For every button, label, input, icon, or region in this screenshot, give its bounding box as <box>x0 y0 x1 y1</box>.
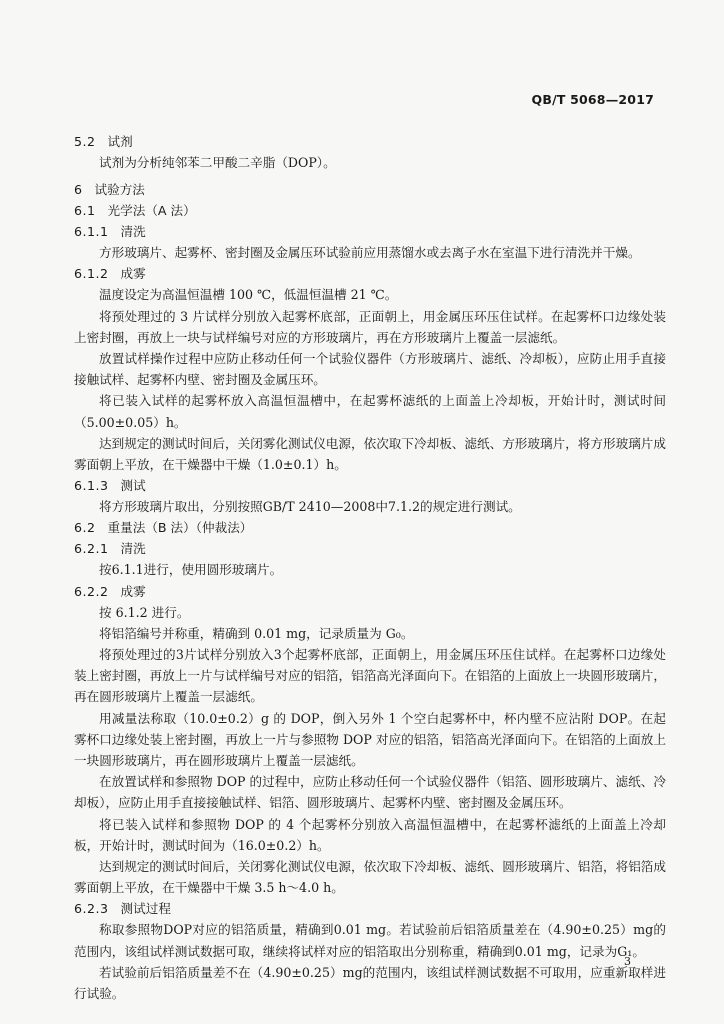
standard-code-header: QB/T 5068—2017 <box>531 92 654 107</box>
paragraph: 达到规定的测试时间后，关闭雾化测试仪电源，依次取下冷却板、滤纸、方形玻璃片，将方形玻璃片成雾面朝上平放，在干燥器中干燥（1.0±0.1）h。 <box>74 435 666 473</box>
section-heading <box>74 221 666 242</box>
section-heading <box>74 200 666 221</box>
section-title: 测试 <box>120 478 146 494</box>
section-number: 6.1.3 <box>74 478 109 494</box>
section-heading <box>74 538 666 559</box>
section-number: 6.1.1 <box>74 224 109 240</box>
paragraph: 试剂为分析纯邻苯二甲酸二辛脂（DOP）。 <box>99 155 336 170</box>
paragraph: 温度设定为高温恒温槽 100 ℃，低温恒温槽 21 ℃。 <box>99 287 398 303</box>
paragraph: 方形玻璃片、起雾杯、密封圈及金属压环试验前应用蒸馏水或去离子水在室温下进行清洗并干燥。 <box>99 245 641 261</box>
paragraph: 将已装入试样的起雾杯放入高温恒温槽中，在起雾杯滤纸的上面盖上冷却板，开始计时，测试时间（5.00±0.05）h。 <box>74 393 666 430</box>
section-title: 光学法（A 法） <box>107 203 196 219</box>
section-title: 试剂 <box>107 134 133 149</box>
paragraph: 达到规定的测试时间后，关闭雾化测试仪电源，依次取下冷却板、滤纸、圆形玻璃片、铝箔，将铝箔成雾面朝上平放，在干燥器中干燥 3.5 h～4.0 h。 <box>74 859 666 896</box>
page-number: 3 <box>624 955 631 968</box>
paragraph: 将铝箔编号并称重，精确到 0.01 mg，记录质量为 G₀。 <box>99 625 414 641</box>
section-heading <box>74 475 666 496</box>
paragraph: 用减量法称取（10.0±0.2）g 的 DOP，倒入另外 1 个空白起雾杯中，杯内壁不应沾附 DOP。在起雾杯口边缘处装上密封圈，再放上一片与参照物 DOP 对应的铝箔，铝箔高光泽面向下。在铝箔的上面放上一块圆形玻璃片，再在圆形玻璃片上覆盖一层滤纸。 <box>74 710 666 769</box>
paragraph: 将预处理过的3片试样分别放入3个起雾杯底部，正面朝上，用金属压环压住试样。在起雾杯口边缘处装上密封圈，再放上一片与试样编号对应的铝箔，铝箔高光泽面向下。在铝箔的上面放上一块圆形玻璃片，再在圆形玻璃片上覆盖一层滤纸。 <box>74 647 666 705</box>
section-number: 5.2 <box>74 134 96 149</box>
section-heading <box>74 898 666 919</box>
section-heading <box>74 517 666 538</box>
section-number: 6.2.2 <box>74 583 109 599</box>
section-heading <box>74 581 666 602</box>
section-heading <box>74 179 666 200</box>
section-number: 6 <box>74 182 83 198</box>
section-number: 6.1.2 <box>74 266 109 282</box>
section-title: 成雾 <box>120 266 146 282</box>
paragraph: 若试验前后铝箔质量差不在（4.90±0.25）mg的范围内，该组试样测试数据不可取用，应重新取样进行试验。 <box>74 964 666 1002</box>
section-title: 成雾 <box>120 583 146 599</box>
section-title: 测试过程 <box>120 901 171 917</box>
section-title: 试验方法 <box>94 182 145 198</box>
paragraph: 放置试样操作过程中应防止移动任何一个试验仪器件（方形玻璃片、滤纸、冷却板），应防止用手直接接触试样、起雾杯内壁、密封圈及金属压环。 <box>74 351 666 388</box>
paragraph: 称取参照物DOP对应的铝箔质量，精确到0.01 mg。若试验前后铝箔质量差在（4.90±0.25）mg的范围内，该组试样测试数据可取，继续将试样对应的铝箔取出分别称重，精确到0.01 mg，记录为G₁。 <box>74 922 666 959</box>
section-heading <box>74 263 666 284</box>
paragraph: 按 6.1.2 进行。 <box>99 604 190 620</box>
paragraph: 将已装入试样和参照物 DOP 的 4 个起雾杯分别放入高温恒温槽中，在起雾杯滤纸的上面盖上冷却板，开始计时，测试时间为（16.0±0.2）h。 <box>74 816 666 853</box>
section-number: 6.2 <box>74 520 96 536</box>
section-title: 清洗 <box>120 541 146 557</box>
paragraph: 按6.1.1进行，使用圆形玻璃片。 <box>99 562 283 578</box>
section-title: 清洗 <box>120 224 146 240</box>
paragraph: 将预处理过的 3 片试样分别放入起雾杯底部，正面朝上，用金属压环压住试样。在起雾杯口边缘处装上密封圈，再放上一块与试样编号对应的方形玻璃片，再在方形玻璃片上覆盖一层滤纸。 <box>74 308 666 345</box>
section-number: 6.2.1 <box>74 541 109 557</box>
document-body <box>74 131 666 1004</box>
section-number: 6.2.3 <box>74 901 109 917</box>
section-heading <box>74 131 666 152</box>
section-title: 重量法（B 法）（仲裁法） <box>107 520 253 536</box>
paragraph: 在放置试样和参照物 DOP 的过程中，应防止移动任何一个试验仪器件（铝箔、圆形玻璃片、滤纸、冷却板），应防止用手直接接触试样、铝箔、圆形玻璃片、起雾杯内壁、密封圈及金属压环。 <box>74 774 666 811</box>
section-number: 6.1 <box>74 203 96 219</box>
paragraph: 将方形玻璃片取出，分别按照GB/T 2410—2008中7.1.2的规定进行测试。 <box>99 499 521 515</box>
